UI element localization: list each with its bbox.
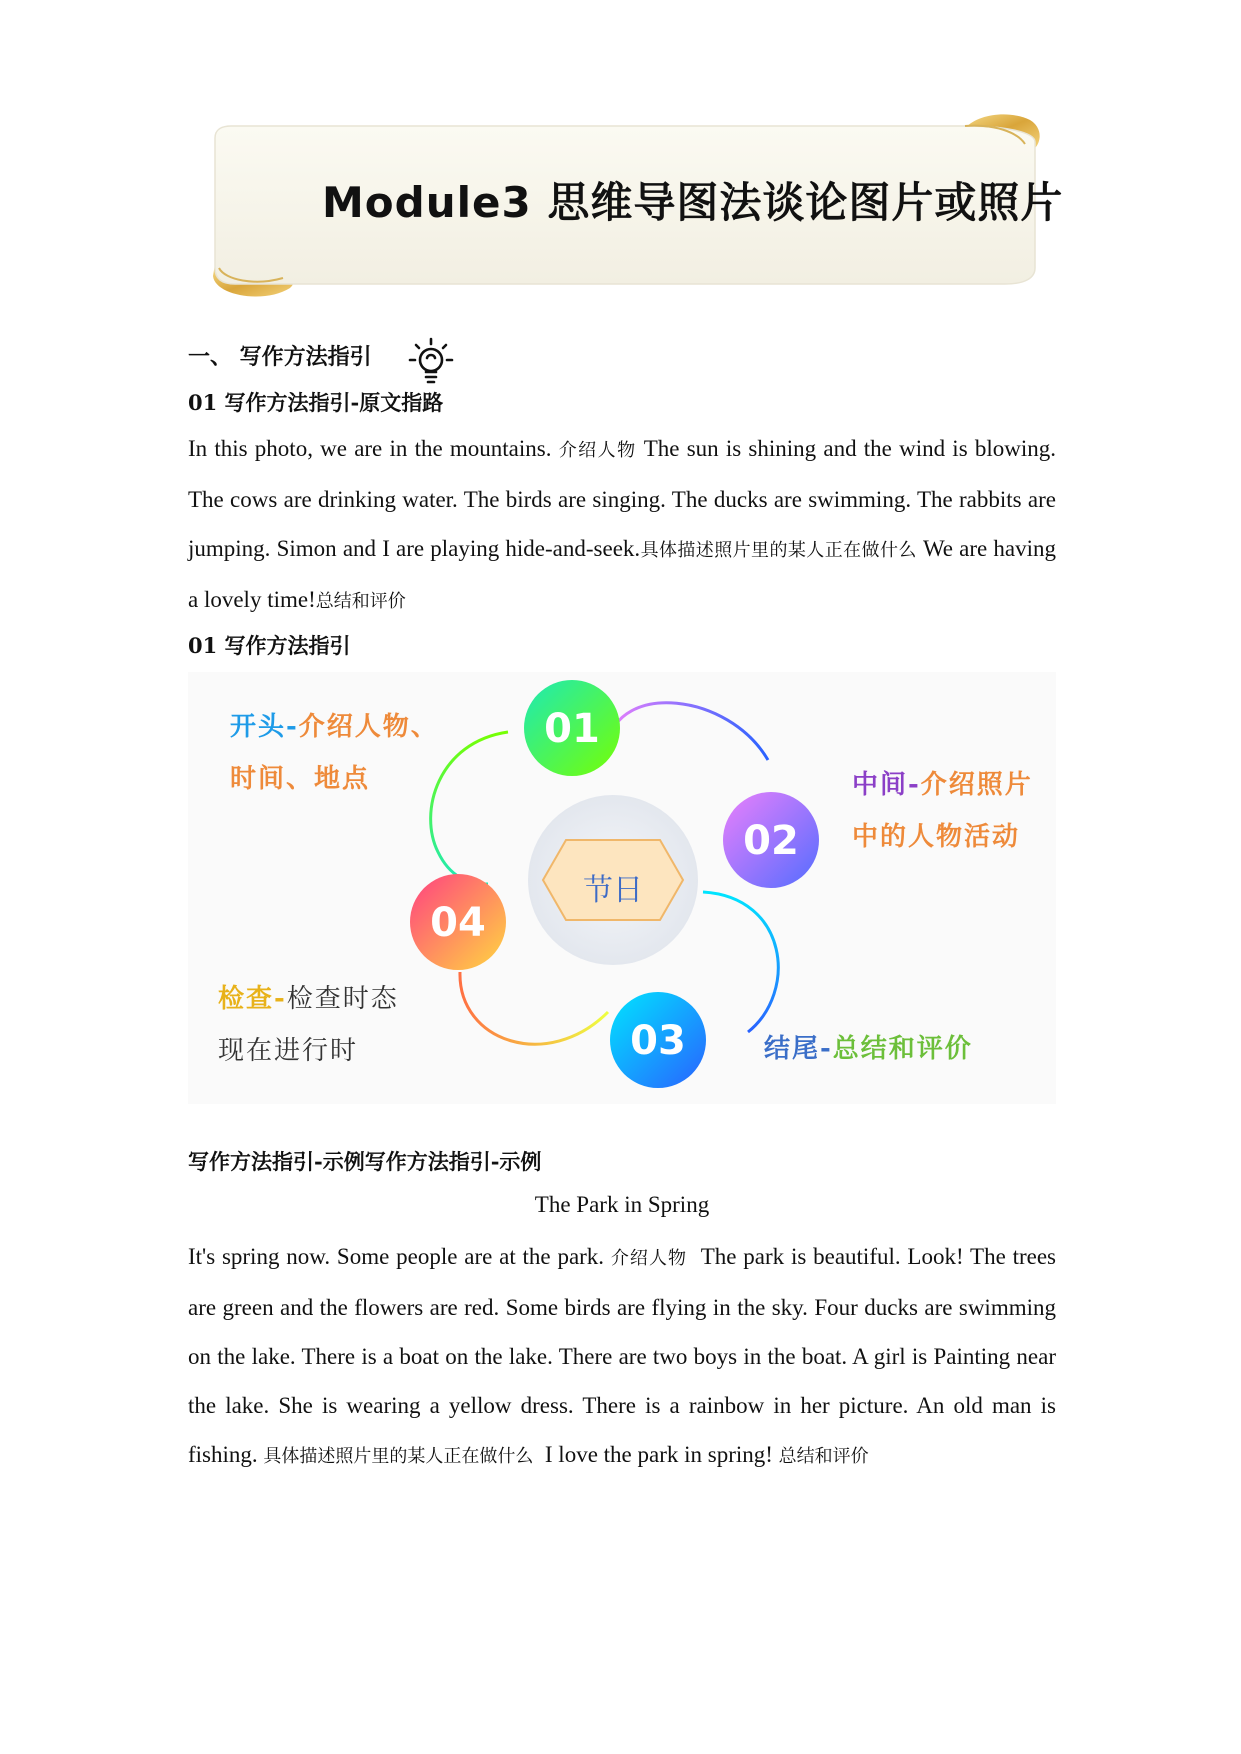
- mind-map: [188, 672, 1056, 1104]
- sentence: In this photo, we are in the mountains.: [188, 436, 552, 461]
- sentence: I love the park in spring!: [544, 1442, 773, 1467]
- page-title: Module3 思维导图法谈论图片或照片: [322, 178, 1064, 227]
- node-03-label: 结尾-总结和评价: [764, 1034, 973, 1064]
- node-01-label-line2: 时间、地点: [230, 764, 371, 794]
- sentence: The sun is shining and the wind is blowing. The cows are drinking water. The birds are singing. The ducks are swimming. The rabbits are jumping. Simon and I are playing hide-and-seek.: [188, 436, 1057, 561]
- node-04-label: 检查-检查时态: [218, 984, 399, 1014]
- section-heading: 一、 写作方法指引: [188, 344, 372, 370]
- node-04-number: 04: [430, 900, 486, 946]
- part2-heading: 01 写作方法指引: [188, 633, 351, 658]
- mind-map-center-label: 节日: [583, 873, 643, 908]
- annotation: 总结和评价: [778, 1446, 869, 1467]
- annotation: 介绍人物: [558, 440, 637, 461]
- sentence: We are having a lovely time!: [188, 536, 1057, 612]
- annotation: 具体描述照片里的某人正在做什么: [640, 540, 917, 561]
- sentence: The park is beautiful. Look! The trees are green and the flowers are red. Some birds are flying in the sky. Four ducks are swimming on the lake. There is a boat on the lake. There are two boys in the boat. A girl is Painting near the lake. She is wearing a yellow dress. There is a rainbow in her picture. An old man is fishing.: [188, 1244, 1057, 1467]
- node-02-label: 中间-介绍照片: [852, 770, 1033, 800]
- node-04-label-line2: 现在进行时: [218, 1036, 359, 1066]
- annotation: 具体描述照片里的某人正在做什么: [263, 1446, 534, 1467]
- lightbulb-icon: [406, 336, 456, 388]
- node-01-number: 01: [544, 706, 600, 752]
- essay-title: The Park in Spring: [534, 1192, 710, 1217]
- annotation: 介绍人物: [610, 1248, 688, 1269]
- part1-paragraph: [188, 424, 1056, 626]
- node-02-number: 02: [743, 818, 799, 864]
- sentence: It's spring now. Some people are at the park.: [188, 1244, 605, 1269]
- part1-heading: 01 写作方法指引-原文指路: [188, 390, 444, 415]
- annotation: 总结和评价: [315, 591, 406, 612]
- part3-heading: 写作方法指引-示例写作方法指引-示例: [188, 1149, 542, 1174]
- node-01-label: 开头-介绍人物、: [230, 712, 439, 742]
- node-03-number: 03: [630, 1018, 686, 1064]
- part3-paragraph: [188, 1232, 1056, 1481]
- node-02-label-line2: 中的人物活动: [852, 822, 1021, 852]
